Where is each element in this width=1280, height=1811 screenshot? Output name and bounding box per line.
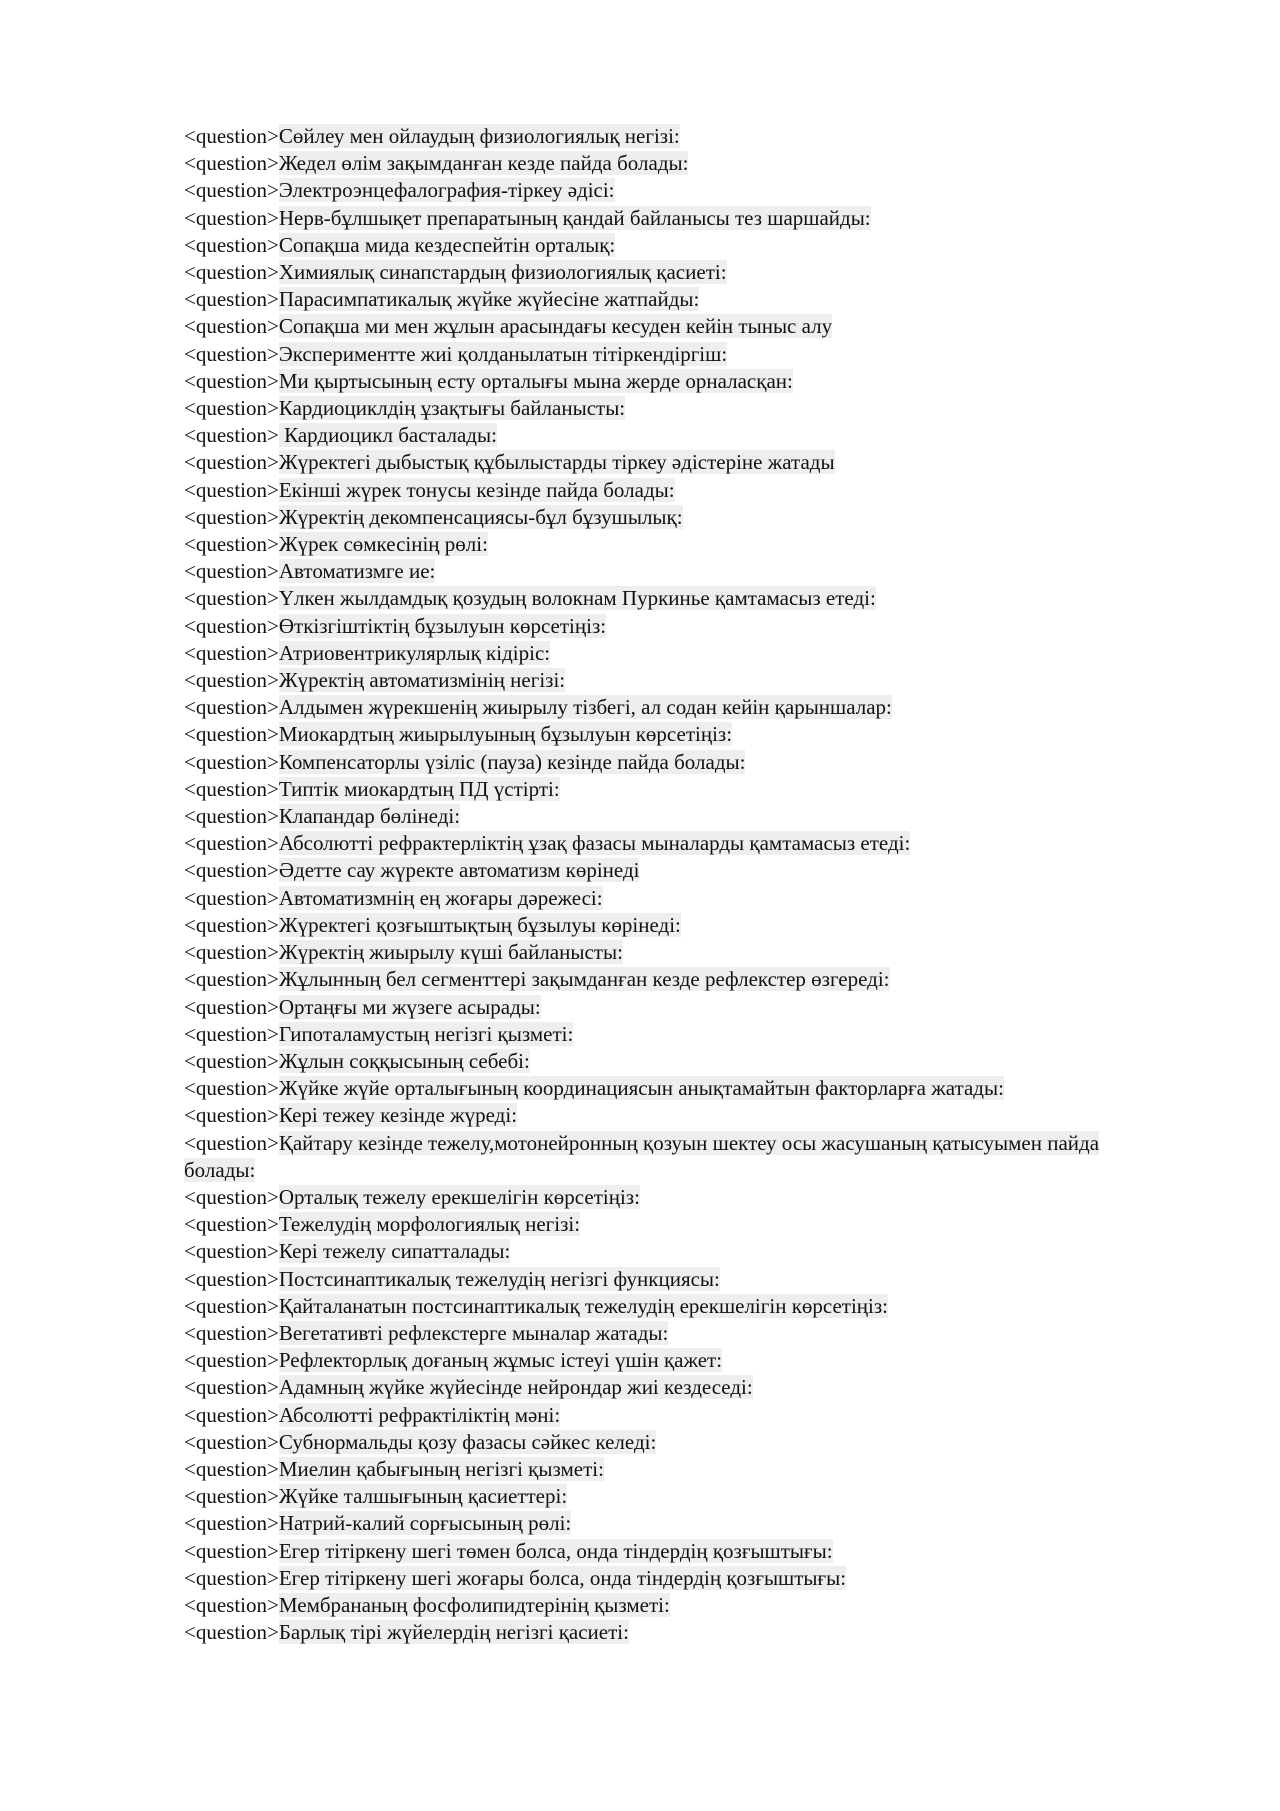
question-text: Жүректегі қозғыштықтың бұзылуы көрінеді: bbox=[278, 912, 681, 937]
question-tag: <question> bbox=[184, 940, 279, 965]
question-tag: <question> bbox=[184, 967, 279, 992]
question-line bbox=[184, 123, 1164, 150]
question-text: Кардиоциклдің ұзақтығы байланысты: bbox=[278, 396, 626, 421]
question-text: Миелин қабығының негізгі қызметі: bbox=[278, 1456, 604, 1481]
question-tag: <question> bbox=[184, 776, 279, 801]
question-tag: <question> bbox=[184, 1103, 279, 1128]
question-list bbox=[184, 123, 1164, 1646]
question-text: Егер тітіркену шегі жоғары болса, онда тіндердің қозғыштығы: bbox=[278, 1565, 847, 1590]
question-tag: <question> bbox=[184, 586, 279, 611]
question-text: Сопақша ми мен жұлын арасындағы кесуден кейін тыныс алу bbox=[278, 314, 833, 339]
question-text: Парасимпатикалық жүйке жүйесіне жатпайды: bbox=[278, 287, 700, 312]
question-text: Ми қыртысының есту орталығы мына жерде орналасқан: bbox=[278, 368, 793, 393]
question-line bbox=[184, 1266, 1164, 1293]
question-line bbox=[184, 232, 1164, 259]
question-text: Барлық тірі жүйелердің негізгі қасиеті: bbox=[278, 1620, 629, 1645]
question-text: Атриовентрикулярлық кідіріс: bbox=[278, 640, 551, 665]
question-tag: <question> bbox=[184, 1048, 279, 1073]
question-text: Үлкен жылдамдық қозудың волокнам Пуркинье қамтамасыз етеді: bbox=[278, 586, 876, 611]
question-line bbox=[184, 368, 1164, 395]
question-text: Компенсаторлы үзіліс (пауза) кезінде пайда болады: bbox=[278, 749, 746, 774]
question-line bbox=[184, 966, 1164, 993]
question-text: Химиялық синапстардың физиологиялық қасиеті: bbox=[278, 260, 727, 285]
question-text: Жүректегі дыбыстық құбылыстарды тіркеу әдістеріне жатады bbox=[278, 450, 835, 475]
question-tag: <question> bbox=[184, 695, 279, 720]
question-tag: <question> bbox=[184, 151, 279, 176]
question-text: Абсолютті рефрактіліктің мәні: bbox=[278, 1402, 561, 1427]
question-text: Жүйке талшығының қасиеттері: bbox=[278, 1484, 568, 1509]
question-text: Жүректің декомпенсациясы-бұл бұзушылық: bbox=[278, 504, 683, 529]
question-line bbox=[184, 504, 1164, 531]
question-tag: <question> bbox=[184, 178, 279, 203]
question-line bbox=[184, 1565, 1164, 1592]
question-tag: <question> bbox=[184, 1429, 279, 1454]
question-text: Мембрананың фосфолипидтерінің қызметі: bbox=[278, 1592, 670, 1617]
question-line bbox=[184, 640, 1164, 667]
question-tag: <question> bbox=[184, 994, 279, 1019]
question-text: Миокардтың жиырылуының бұзылуын көрсетіңіз: bbox=[278, 722, 733, 747]
question-line bbox=[184, 1592, 1164, 1619]
question-text: Типтік миокардтың ПД үстірті: bbox=[278, 776, 560, 801]
question-line bbox=[184, 830, 1164, 857]
question-line bbox=[184, 994, 1164, 1021]
question-line bbox=[184, 1538, 1164, 1565]
question-line bbox=[184, 395, 1164, 422]
question-line bbox=[184, 1510, 1164, 1537]
question-tag: <question> bbox=[184, 504, 279, 529]
question-tag: <question> bbox=[184, 1538, 279, 1563]
question-line bbox=[184, 776, 1164, 803]
question-tag: <question> bbox=[184, 858, 279, 883]
question-text: Жедел өлім зақымданған кезде пайда болады: bbox=[278, 151, 689, 176]
question-line bbox=[184, 422, 1164, 449]
question-text: Сопақша мида кездеспейтін орталық: bbox=[278, 232, 616, 257]
question-tag: <question> bbox=[184, 232, 279, 257]
question-tag: <question> bbox=[184, 1184, 279, 1209]
question-text: Екінші жүрек тонусы кезінде пайда болады: bbox=[278, 477, 675, 502]
question-line bbox=[184, 1048, 1164, 1075]
question-text: Әдетте сау жүректе автоматизм көрінеді bbox=[278, 858, 640, 883]
question-text: Постсинаптикалық тежелудің негізгі функциясы: bbox=[278, 1266, 720, 1291]
question-line bbox=[184, 1293, 1164, 1320]
question-line bbox=[184, 694, 1164, 721]
question-text: Жұлынның бел сегменттері зақымданған кезде рефлекстер өзгереді: bbox=[278, 967, 890, 992]
question-line bbox=[184, 1102, 1164, 1129]
question-tag: <question> bbox=[184, 287, 279, 312]
question-line bbox=[184, 857, 1164, 884]
question-line bbox=[184, 1402, 1164, 1429]
question-line bbox=[184, 613, 1164, 640]
question-text: Жүректің жиырылу күші байланысты: bbox=[278, 940, 623, 965]
question-line bbox=[184, 721, 1164, 748]
question-text: Вегетативті рефлекстерге мыналар жатады: bbox=[278, 1320, 669, 1345]
question-tag: <question> bbox=[184, 1511, 279, 1536]
question-line bbox=[184, 205, 1164, 232]
question-tag: <question> bbox=[184, 912, 279, 937]
question-text: Автоматизмге ие: bbox=[278, 559, 436, 584]
question-tag: <question> bbox=[184, 260, 279, 285]
question-tag: <question> bbox=[184, 722, 279, 747]
question-line bbox=[184, 1619, 1164, 1646]
question-tag: <question> bbox=[184, 1592, 279, 1617]
question-tag: <question> bbox=[184, 668, 279, 693]
question-line bbox=[184, 1374, 1164, 1401]
question-text: Адамның жүйке жүйесінде нейрондар жиі кездеседі: bbox=[278, 1375, 753, 1400]
question-text: Егер тітіркену шегі төмен болса, онда тіндердің қозғыштығы: bbox=[278, 1538, 833, 1563]
question-line bbox=[184, 558, 1164, 585]
question-tag: <question> bbox=[184, 885, 279, 910]
question-tag: <question> bbox=[184, 1484, 279, 1509]
question-tag: <question> bbox=[184, 1212, 279, 1237]
question-tag: <question> bbox=[184, 532, 279, 557]
question-line bbox=[184, 1075, 1164, 1102]
question-line bbox=[184, 449, 1164, 476]
question-line bbox=[184, 341, 1164, 368]
question-line bbox=[184, 259, 1164, 286]
question-line bbox=[184, 1347, 1164, 1374]
question-line bbox=[184, 313, 1164, 340]
question-text: Жүйке жүйе орталығының координациясын анықтамайтын факторларға жатады: bbox=[278, 1076, 1004, 1101]
question-line bbox=[184, 1211, 1164, 1238]
question-tag: <question> bbox=[184, 1620, 279, 1645]
question-line bbox=[184, 939, 1164, 966]
question-line bbox=[184, 912, 1164, 939]
question-line bbox=[184, 749, 1164, 776]
question-tag: <question> bbox=[184, 804, 279, 829]
question-tag: <question> bbox=[184, 1239, 279, 1264]
question-tag: <question> bbox=[184, 450, 279, 475]
question-line bbox=[184, 1456, 1164, 1483]
question-text: Субнормальды қозу фазасы сәйкес келеді: bbox=[278, 1429, 657, 1454]
question-tag: <question> bbox=[184, 368, 279, 393]
question-line bbox=[184, 1429, 1164, 1456]
question-text: Жұлын соққысының себебі: bbox=[278, 1048, 530, 1073]
question-text: Натрий-калий сорғысының рөлі: bbox=[278, 1511, 572, 1536]
question-tag: <question> bbox=[184, 559, 279, 584]
question-line bbox=[184, 1184, 1164, 1211]
question-line bbox=[184, 1238, 1164, 1265]
question-text: Рефлекторлық доғаның жұмыс істеуі үшін қажет: bbox=[278, 1348, 723, 1373]
question-tag: <question> bbox=[184, 1293, 279, 1318]
question-text: Кардиоцикл басталады: bbox=[278, 423, 497, 448]
question-text: Тежелудің морфологиялық негізі: bbox=[278, 1212, 581, 1237]
question-text: Электроэнцефалография-тіркеу әдісі: bbox=[278, 178, 615, 203]
question-tag: <question> bbox=[184, 640, 279, 665]
question-text: Кері тежеу кезінде жүреді: bbox=[278, 1103, 518, 1128]
question-tag: <question> bbox=[184, 1076, 279, 1101]
question-tag: <question> bbox=[184, 1320, 279, 1345]
question-text: Қайтару кезінде тежелу,мотонейронның қозуын шектеу осы жасушаның қатысуымен пайда болады: bbox=[184, 1130, 1100, 1182]
question-tag: <question> bbox=[184, 1402, 279, 1427]
question-line bbox=[184, 1130, 1164, 1184]
question-tag: <question> bbox=[184, 1021, 279, 1046]
question-line bbox=[184, 585, 1164, 612]
question-text: Автоматизмнің ең жоғары дәрежесі: bbox=[278, 885, 603, 910]
question-line bbox=[184, 885, 1164, 912]
question-tag: <question> bbox=[184, 341, 279, 366]
question-text: Сөйлеу мен ойлаудың физиологиялық негізі: bbox=[278, 124, 680, 148]
question-tag: <question> bbox=[184, 1130, 279, 1155]
question-text: Экспериментте жиі қолданылатын тітіркендіргіш: bbox=[278, 341, 728, 366]
question-line bbox=[184, 477, 1164, 504]
question-tag: <question> bbox=[184, 1565, 279, 1590]
question-tag: <question> bbox=[184, 613, 279, 638]
question-text: Гипоталамустың негізгі қызметі: bbox=[278, 1021, 574, 1046]
question-line bbox=[184, 177, 1164, 204]
question-line bbox=[184, 1320, 1164, 1347]
question-text: Орталық тежелу ерекшелігін көрсетіңіз: bbox=[278, 1184, 640, 1209]
question-tag: <question> bbox=[184, 1348, 279, 1373]
question-tag: <question> bbox=[184, 205, 279, 230]
question-tag: <question> bbox=[184, 423, 279, 448]
question-tag: <question> bbox=[184, 1375, 279, 1400]
question-text: Нерв-бұлшықет препаратының қандай байланысы тез шаршайды: bbox=[278, 205, 871, 230]
question-tag: <question> bbox=[184, 749, 279, 774]
question-tag: <question> bbox=[184, 1266, 279, 1291]
question-tag: <question> bbox=[184, 396, 279, 421]
question-line bbox=[184, 150, 1164, 177]
question-line bbox=[184, 286, 1164, 313]
question-line bbox=[184, 667, 1164, 694]
question-tag: <question> bbox=[184, 1456, 279, 1481]
question-line bbox=[184, 531, 1164, 558]
question-text: Жүректің автоматизмінің негізі: bbox=[278, 668, 566, 693]
question-text: Ортаңғы ми жүзеге асырады: bbox=[278, 994, 541, 1019]
question-text: Клапандар бөлінеді: bbox=[278, 804, 461, 829]
question-text: Абсолютті рефрактерліктің ұзақ фазасы мыналарды қамтамасыз етеді: bbox=[278, 831, 911, 856]
question-text: Жүрек сөмкесінің рөлі: bbox=[278, 532, 488, 557]
question-tag: <question> bbox=[184, 124, 279, 148]
question-line bbox=[184, 803, 1164, 830]
question-line bbox=[184, 1483, 1164, 1510]
question-tag: <question> bbox=[184, 477, 279, 502]
question-text: Өткізгіштіктің бұзылуын көрсетіңіз: bbox=[278, 613, 607, 638]
question-tag: <question> bbox=[184, 314, 279, 339]
question-text: Алдымен жүрекшенің жиырылу тізбегі, ал содан кейін қарыншалар: bbox=[278, 695, 892, 720]
question-line bbox=[184, 1021, 1164, 1048]
question-text: Кері тежелу сипатталады: bbox=[278, 1239, 511, 1264]
question-text: Қайталанатын постсинаптикалық тежелудің ерекшелігін көрсетіңіз: bbox=[278, 1293, 889, 1318]
question-tag: <question> bbox=[184, 831, 279, 856]
